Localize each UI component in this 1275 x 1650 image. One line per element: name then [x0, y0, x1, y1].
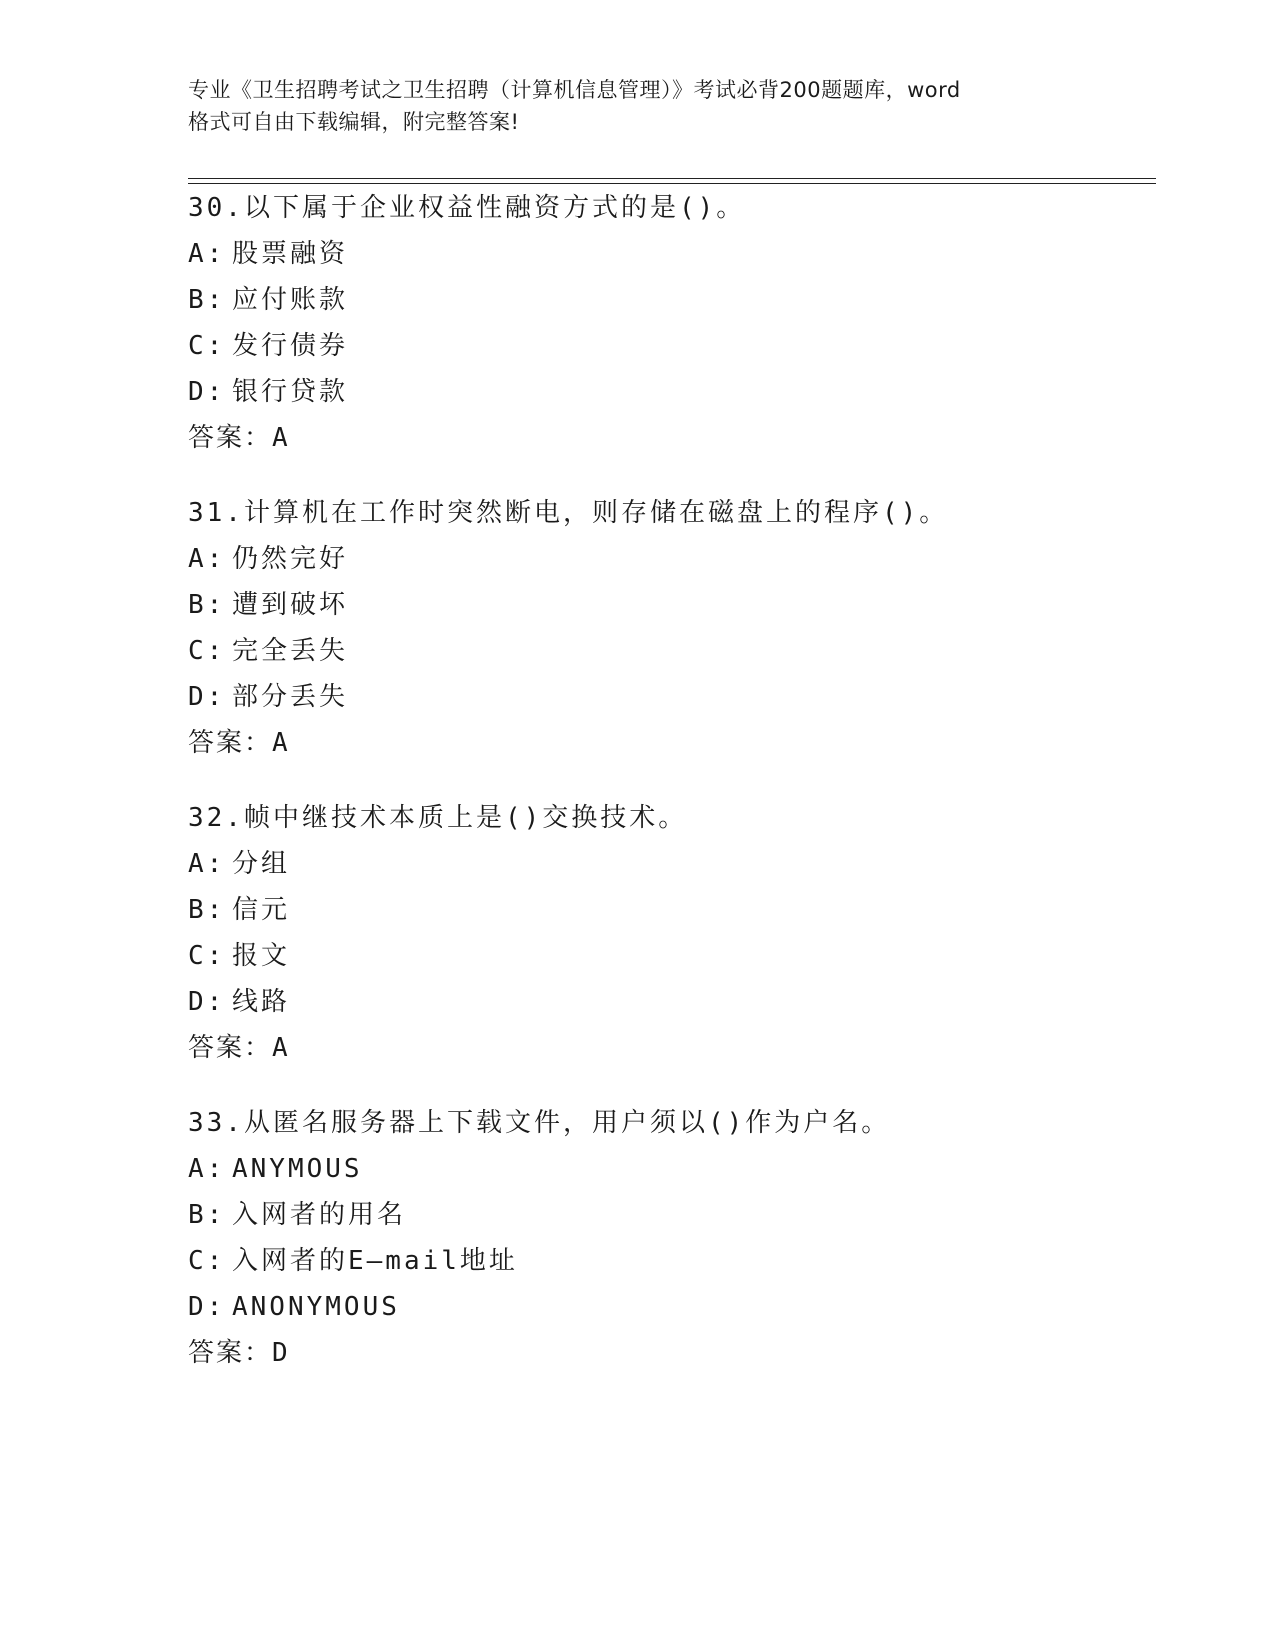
option-letter: D:	[188, 1292, 226, 1322]
option-b	[188, 1192, 1148, 1238]
question-33	[188, 1100, 1148, 1376]
option-letter: A:	[188, 1154, 226, 1184]
answer-value: A	[272, 423, 290, 453]
option-text: 完全丢失	[232, 636, 349, 666]
option-a	[188, 1146, 1148, 1192]
option-d	[188, 369, 1148, 415]
option-text: 银行贷款	[232, 377, 349, 407]
option-text: 入网者的用名	[232, 1200, 407, 1230]
option-letter: C:	[188, 941, 226, 971]
answer-line	[188, 1330, 1148, 1376]
option-text: ANYMOUS	[232, 1154, 363, 1184]
answer-value: A	[272, 728, 290, 758]
answer-value: D	[272, 1338, 290, 1368]
option-letter: C:	[188, 636, 226, 666]
answer-label: 答案：	[188, 1033, 273, 1063]
option-text: 仍然完好	[232, 544, 349, 574]
option-b	[188, 277, 1148, 323]
option-letter: B:	[188, 590, 226, 620]
question-title: 32.帧中继技术本质上是()交换技术。	[188, 803, 688, 833]
option-text: 信元	[232, 895, 291, 925]
option-b	[188, 582, 1148, 628]
answer-line	[188, 720, 1148, 766]
answer-label: 答案：	[188, 423, 273, 453]
option-letter: B:	[188, 285, 226, 315]
option-text: 入网者的E—mail地址	[232, 1246, 518, 1276]
question-title: 33.从匿名服务器上下载文件，用户须以()作为户名。	[188, 1108, 891, 1138]
option-letter: A:	[188, 849, 226, 879]
answer-label: 答案：	[188, 728, 273, 758]
option-c	[188, 933, 1148, 979]
header-divider-bottom	[188, 183, 1156, 184]
question-31	[188, 490, 1148, 766]
option-c	[188, 628, 1148, 674]
option-letter: A:	[188, 239, 226, 269]
option-letter: B:	[188, 1200, 226, 1230]
option-text: ANONYMOUS	[232, 1292, 400, 1322]
answer-line	[188, 415, 1148, 461]
option-a	[188, 841, 1148, 887]
question-30	[188, 185, 1148, 461]
option-letter: D:	[188, 377, 226, 407]
answer-value: A	[272, 1033, 290, 1063]
header-line-1: 专业《卫生招聘考试之卫生招聘（计算机信息管理）》考试必背200题题库，word	[188, 78, 961, 102]
option-text: 线路	[232, 987, 291, 1017]
question-32	[188, 795, 1148, 1071]
option-text: 遭到破坏	[232, 590, 349, 620]
option-letter: D:	[188, 987, 226, 1017]
header-divider-top	[188, 178, 1156, 179]
option-letter: C:	[188, 331, 226, 361]
question-title: 30.以下属于企业权益性融资方式的是()。	[188, 193, 746, 223]
document-header	[188, 74, 1088, 138]
option-text: 部分丢失	[232, 682, 349, 712]
answer-label: 答案：	[188, 1338, 273, 1368]
option-d	[188, 674, 1148, 720]
option-text: 股票融资	[232, 239, 349, 269]
option-letter: A:	[188, 544, 226, 574]
option-b	[188, 887, 1148, 933]
option-text: 应付账款	[232, 285, 349, 315]
option-d	[188, 1284, 1148, 1330]
option-c	[188, 323, 1148, 369]
answer-line	[188, 1025, 1148, 1071]
option-a	[188, 536, 1148, 582]
option-letter: D:	[188, 682, 226, 712]
option-text: 发行债券	[232, 331, 349, 361]
question-title: 31.计算机在工作时突然断电，则存储在磁盘上的程序()。	[188, 498, 949, 528]
option-text: 分组	[232, 849, 291, 879]
option-letter: B:	[188, 895, 226, 925]
option-letter: C:	[188, 1246, 226, 1276]
header-line-2: 格式可自由下载编辑，附完整答案!	[188, 110, 520, 134]
option-c	[188, 1238, 1148, 1284]
option-d	[188, 979, 1148, 1025]
option-a	[188, 231, 1148, 277]
option-text: 报文	[232, 941, 291, 971]
